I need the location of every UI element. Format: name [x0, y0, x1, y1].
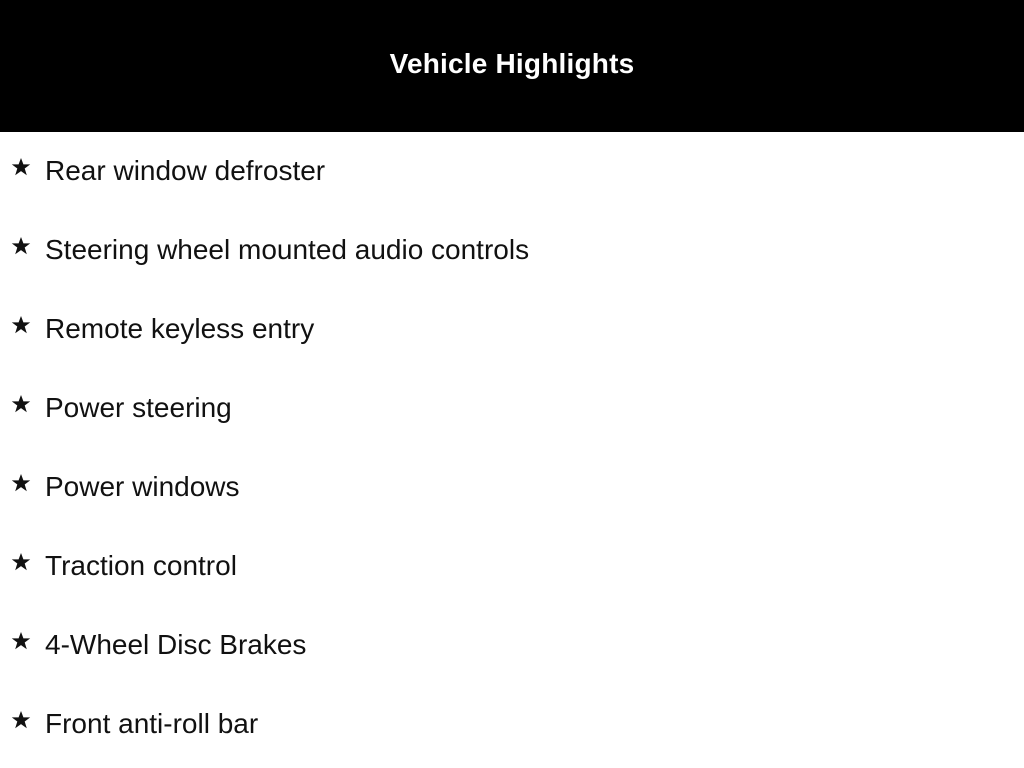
feature-label: Power steering: [45, 392, 232, 423]
star-icon: [11, 473, 31, 493]
feature-label: Front anti-roll bar: [45, 708, 259, 739]
feature-item: [0, 685, 1024, 764]
feature-item: [0, 606, 1024, 685]
feature-label: Remote keyless entry: [45, 313, 315, 344]
feature-item: [0, 527, 1024, 606]
star-icon: [11, 315, 31, 335]
star-icon: [11, 157, 31, 177]
star-icon: [11, 236, 31, 256]
star-icon: [11, 710, 31, 730]
header-banner: [0, 0, 1024, 132]
page-title: Vehicle Highlights: [389, 48, 635, 79]
feature-item: [0, 290, 1024, 369]
star-icon: [11, 394, 31, 414]
feature-label: Steering wheel mounted audio controls: [45, 234, 530, 265]
feature-label: Power windows: [45, 471, 240, 502]
feature-label: 4-Wheel Disc Brakes: [45, 629, 307, 660]
star-icon: [11, 631, 31, 651]
feature-item: [0, 132, 1024, 211]
feature-label: Traction control: [45, 550, 237, 581]
feature-list: [0, 132, 1024, 764]
feature-label: Rear window defroster: [45, 155, 326, 186]
feature-item: [0, 369, 1024, 448]
star-icon: [11, 552, 31, 572]
feature-item: [0, 448, 1024, 527]
feature-item: [0, 211, 1024, 290]
